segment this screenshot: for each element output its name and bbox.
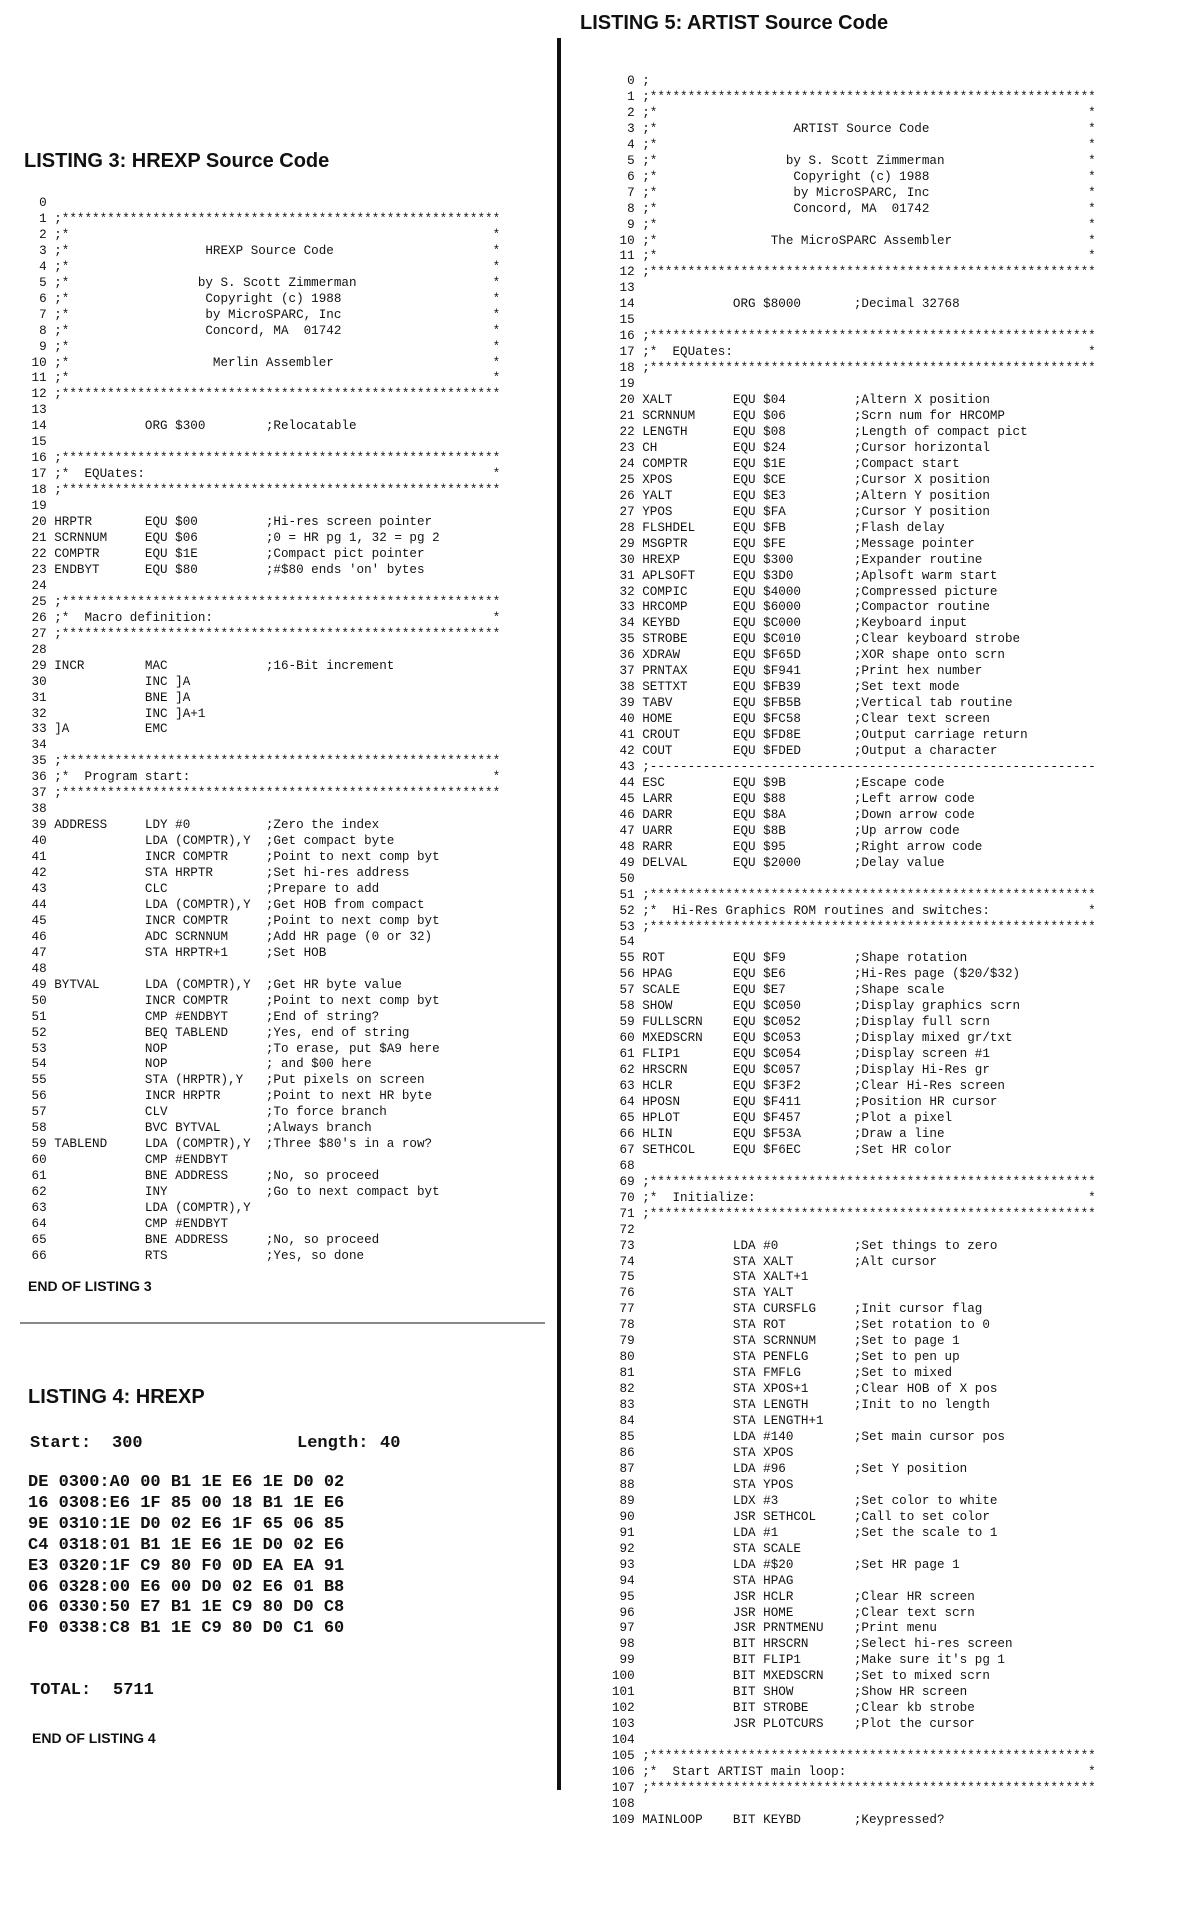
code-line: 30 INC ]A: [24, 674, 191, 689]
code-line: 26 ;* Macro definition: *: [24, 610, 501, 625]
code-line: 21 SCRNNUM EQU $06 ;Scrn num for HRCOMP: [612, 409, 1005, 424]
code-line: 87 LDA #96 ;Set Y position: [612, 1461, 968, 1476]
code-line: 103 JSR PLOTCURS ;Plot the cursor: [612, 1717, 975, 1732]
code-line: 109 MAINLOOP BIT KEYBD ;Keypressed?: [612, 1812, 945, 1827]
code-line: 26 YALT EQU $E3 ;Altern Y position: [612, 488, 990, 503]
code-line: 18 ;**********************************************************: [24, 483, 501, 498]
code-line: 81 STA FMFLG ;Set to mixed: [612, 1366, 953, 1381]
code-line: 11 ;* *: [612, 249, 1096, 264]
code-line: 59 FULLSCRN EQU $C052 ;Display full scrn: [612, 1015, 990, 1030]
code-line: 7 ;* by MicroSPARC, Inc *: [612, 185, 1096, 200]
code-line: 102 BIT STROBE ;Clear kb strobe: [612, 1701, 975, 1716]
code-line: 78 STA ROT ;Set rotation to 0: [612, 1318, 990, 1333]
code-line: 107 ;***********************************************************: [612, 1780, 1096, 1795]
listing4-length-label: Length:: [297, 1434, 369, 1453]
code-line: 96 JSR HOME ;Clear text scrn: [612, 1605, 975, 1620]
code-line: 39 TABV EQU $FB5B ;Vertical tab routine: [612, 696, 1013, 711]
code-line: 97 JSR PRNTMENU ;Print menu: [612, 1621, 937, 1636]
listing3-code: [24, 196, 500, 1265]
code-line: 88 STA YPOS: [612, 1477, 794, 1492]
column-divider: [557, 38, 561, 1790]
code-line: 59 TABLEND LDA (COMPTR),Y ;Three $80's in a row?: [24, 1137, 433, 1152]
code-line: 73 LDA #0 ;Set things to zero: [612, 1238, 998, 1253]
code-line: 39 ADDRESS LDY #0 ;Zero the index: [24, 818, 380, 833]
listing4-start-label: Start:: [30, 1434, 92, 1453]
code-line: 24: [24, 578, 47, 593]
code-line: 19: [24, 499, 47, 514]
code-line: 32 INC ]A+1: [24, 706, 206, 721]
code-line: 61 BNE ADDRESS ;No, so proceed: [24, 1169, 380, 1184]
code-line: 49 BYTVAL LDA (COMPTR),Y ;Get HR byte value: [24, 977, 402, 992]
code-line: 27 ;**********************************************************: [24, 626, 501, 641]
code-line: 17 ;* EQUates: *: [612, 345, 1096, 360]
hex-row: C4 0318:01 B1 1E E6 1E D0 02 E6: [28, 1535, 345, 1555]
code-line: 32 COMPIC EQU $4000 ;Compressed picture: [612, 584, 998, 599]
code-line: 1 ;***********************************************************: [612, 89, 1096, 104]
code-line: 66 HLIN EQU $F53A ;Draw a line: [612, 1126, 945, 1141]
hex-row: 16 0308:E6 1F 85 00 18 B1 1E E6: [28, 1493, 345, 1513]
code-line: 28 FLSHDEL EQU $FB ;Flash delay: [612, 520, 945, 535]
code-line: 47 UARR EQU $8B ;Up arrow code: [612, 823, 960, 838]
code-line: 52 BEQ TABLEND ;Yes, end of string: [24, 1025, 410, 1040]
code-line: 43 CLC ;Prepare to add: [24, 881, 380, 896]
code-line: 18 ;***********************************************************: [612, 361, 1096, 376]
code-line: 49 DELVAL EQU $2000 ;Delay value: [612, 855, 945, 870]
code-line: 7 ;* by MicroSPARC, Inc *: [24, 307, 501, 322]
listing4-hex-dump: [28, 1473, 344, 1640]
code-line: 65 BNE ADDRESS ;No, so proceed: [24, 1232, 380, 1247]
code-line: 79 STA SCRNNUM ;Set to page 1: [612, 1334, 960, 1349]
listing5-code: [612, 74, 1096, 1829]
code-line: 75 STA XALT+1: [612, 1270, 809, 1285]
code-line: 20 XALT EQU $04 ;Altern X position: [612, 393, 990, 408]
code-line: 48 RARR EQU $95 ;Right arrow code: [612, 839, 983, 854]
code-line: 9 ;* *: [612, 217, 1096, 232]
code-line: 8 ;* Concord, MA 01742 *: [24, 323, 501, 338]
code-line: 50: [612, 871, 635, 886]
code-line: 29 MSGPTR EQU $FE ;Message pointer: [612, 536, 975, 551]
code-line: 47 STA HRPTR+1 ;Set HOB: [24, 945, 327, 960]
code-line: 72: [612, 1222, 635, 1237]
code-line: 40 LDA (COMPTR),Y ;Get compact byte: [24, 834, 395, 849]
code-line: 27 YPOS EQU $FA ;Cursor Y position: [612, 504, 990, 519]
code-line: 66 RTS ;Yes, so done: [24, 1248, 365, 1263]
code-line: 98 BIT HRSCRN ;Select hi-res screen: [612, 1637, 1013, 1652]
code-line: 2 ;* *: [612, 105, 1096, 120]
code-line: 17 ;* EQUates: *: [24, 467, 501, 482]
code-line: 37 PRNTAX EQU $F941 ;Print hex number: [612, 664, 983, 679]
code-line: 64 HPOSN EQU $F411 ;Position HR cursor: [612, 1095, 998, 1109]
code-line: 10 ;* The MicroSPARC Assembler *: [612, 233, 1096, 248]
listing4-total-value: 5711: [113, 1681, 154, 1700]
code-line: 22 COMPTR EQU $1E ;Compact pict pointer: [24, 546, 425, 561]
code-line: 45 INCR COMPTR ;Point to next comp byt: [24, 913, 440, 928]
code-line: 43 ;-----------------------------------------------------------: [612, 759, 1096, 774]
code-line: 3 ;* ARTIST Source Code *: [612, 121, 1096, 136]
code-line: 69 ;***********************************************************: [612, 1174, 1096, 1189]
code-line: 53 ;***********************************************************: [612, 919, 1096, 934]
code-line: 13: [24, 403, 47, 418]
code-line: 51 CMP #ENDBYT ;End of string?: [24, 1009, 380, 1024]
listing3-end-label: END OF LISTING 3: [28, 1278, 152, 1294]
code-line: 60 CMP #ENDBYT: [24, 1153, 229, 1168]
listing4-start-value: 300: [112, 1434, 143, 1453]
code-line: 105 ;***********************************************************: [612, 1749, 1096, 1764]
code-line: 93 LDA #$20 ;Set HR page 1: [612, 1557, 960, 1572]
code-line: 51 ;***********************************************************: [612, 887, 1096, 902]
code-line: 99 BIT FLIP1 ;Make sure it's pg 1: [612, 1653, 1005, 1668]
listing4-total-label: TOTAL:: [30, 1681, 92, 1700]
code-line: 38: [24, 802, 47, 817]
code-line: 15: [612, 313, 635, 328]
code-line: 13: [612, 281, 635, 296]
code-line: 33 ]A EMC: [24, 722, 168, 737]
code-line: 89 LDX #3 ;Set color to white: [612, 1493, 998, 1508]
code-line: 9 ;* *: [24, 339, 501, 354]
code-line: 31 APLSOFT EQU $3D0 ;Aplsoft warm start: [612, 568, 998, 583]
code-line: 3 ;* HREXP Source Code *: [24, 243, 501, 258]
code-line: 44 ESC EQU $9B ;Escape code: [612, 775, 945, 790]
code-line: 42 COUT EQU $FDED ;Output a character: [612, 744, 998, 759]
code-line: 46 DARR EQU $8A ;Down arrow code: [612, 807, 975, 822]
code-line: 11 ;* *: [24, 371, 501, 386]
code-line: 31 BNE ]A: [24, 690, 191, 705]
left-blank-area: [0, 0, 555, 130]
code-line: 16 ;**********************************************************: [24, 451, 501, 466]
hex-row: 06 0328:00 E6 00 D0 02 E6 01 B8: [28, 1577, 345, 1597]
code-line: 63 LDA (COMPTR),Y: [24, 1201, 251, 1216]
code-line: 54 NOP ; and $00 here: [24, 1057, 372, 1072]
code-line: 56 HPAG EQU $E6 ;Hi-Res page ($20/$32): [612, 967, 1021, 982]
code-line: 41 INCR COMPTR ;Point to next comp byt: [24, 850, 440, 865]
code-line: 4 ;* *: [24, 259, 501, 274]
hex-row: DE 0300:A0 00 B1 1E E6 1E D0 02: [28, 1473, 345, 1492]
code-line: 53 NOP ;To erase, put $A9 here: [24, 1041, 440, 1056]
code-line: 71 ;***********************************************************: [612, 1206, 1096, 1221]
code-line: 29 INCR MAC ;16-Bit increment: [24, 658, 395, 673]
code-line: 10 ;* Merlin Assembler *: [24, 355, 501, 370]
code-line: 42 STA HRPTR ;Set hi-res address: [24, 866, 410, 881]
hex-row: E3 0320:1F C9 80 F0 0D EA EA 91: [28, 1556, 345, 1576]
code-line: 21 SCRNNUM EQU $06 ;0 = HR pg 1, 32 = pg 2: [24, 531, 440, 546]
code-line: 36 ;* Program start: *: [24, 770, 501, 785]
code-line: 80 STA PENFLG ;Set to pen up: [612, 1350, 960, 1365]
code-line: 25 ;**********************************************************: [24, 594, 501, 609]
code-line: 82 STA XPOS+1 ;Clear HOB of X pos: [612, 1382, 998, 1397]
listing4-end-label: END OF LISTING 4: [32, 1730, 156, 1746]
hex-row: F0 0338:C8 B1 1E C9 80 D0 C1 60: [28, 1619, 345, 1639]
code-line: 54: [612, 935, 635, 950]
code-line: 35 STROBE EQU $C010 ;Clear keyboard strobe: [612, 632, 1021, 647]
code-line: 57 CLV ;To force branch: [24, 1105, 387, 1120]
code-line: 57 SCALE EQU $E7 ;Shape scale: [612, 983, 945, 998]
code-line: 56 INCR HRPTR ;Point to next HR byte: [24, 1089, 433, 1104]
code-line: 67 SETHCOL EQU $F6EC ;Set HR color: [612, 1142, 953, 1157]
code-line: 45 LARR EQU $88 ;Left arrow code: [612, 791, 975, 806]
code-line: 2 ;* *: [24, 227, 501, 242]
code-line: 76 STA YALT: [612, 1286, 794, 1301]
code-line: 48: [24, 961, 47, 976]
code-line: 64 CMP #ENDBYT: [24, 1217, 229, 1231]
code-line: 34: [24, 738, 47, 753]
code-line: 94 STA HPAG: [612, 1573, 794, 1588]
code-line: 70 ;* Initialize: *: [612, 1190, 1096, 1205]
code-line: 86 STA XPOS: [612, 1445, 794, 1460]
code-line: 90 JSR SETHCOL ;Call to set color: [612, 1509, 990, 1524]
code-line: 0: [24, 196, 47, 210]
code-line: 85 LDA #140 ;Set main cursor pos: [612, 1430, 1005, 1445]
code-line: 1 ;**********************************************************: [24, 211, 501, 226]
code-line: 12 ;**********************************************************: [24, 387, 501, 402]
code-line: 50 INCR COMPTR ;Point to next comp byt: [24, 993, 440, 1008]
code-line: 40 HOME EQU $FC58 ;Clear text screen: [612, 712, 990, 727]
code-line: 23 CH EQU $24 ;Cursor horizontal: [612, 440, 990, 455]
code-line: 23 ENDBYT EQU $80 ;#$80 ends 'on' bytes: [24, 562, 425, 577]
code-line: 22 LENGTH EQU $08 ;Length of compact pict: [612, 424, 1028, 439]
code-line: 108: [612, 1796, 635, 1811]
code-line: 62 INY ;Go to next compact byt: [24, 1185, 440, 1200]
code-line: 33 HRCOMP EQU $6000 ;Compactor routine: [612, 600, 990, 615]
code-line: 44 LDA (COMPTR),Y ;Get HOB from compact: [24, 897, 425, 912]
code-line: 58 BVC BYTVAL ;Always branch: [24, 1121, 372, 1136]
code-line: 106 ;* Start ARTIST main loop: *: [612, 1765, 1096, 1780]
code-line: 14 ORG $300 ;Relocatable: [24, 419, 357, 434]
code-line: 16 ;***********************************************************: [612, 329, 1096, 344]
code-line: 52 ;* Hi-Res Graphics ROM routines and switches: *: [612, 903, 1096, 918]
listing3-title: LISTING 3: HREXP Source Code: [24, 150, 330, 172]
code-line: 5 ;* by S. Scott Zimmerman *: [24, 275, 501, 290]
code-line: 104: [612, 1733, 635, 1748]
code-line: 0 ;: [612, 74, 650, 88]
code-line: 35 ;**********************************************************: [24, 754, 501, 769]
code-line: 60 MXEDSCRN EQU $C053 ;Display mixed gr/txt: [612, 1031, 1013, 1046]
hex-row: 9E 0310:1E D0 02 E6 1F 65 06 85: [28, 1514, 345, 1534]
code-line: 8 ;* Concord, MA 01742 *: [612, 201, 1096, 216]
code-line: 101 BIT SHOW ;Show HR screen: [612, 1685, 968, 1700]
code-line: 25 XPOS EQU $CE ;Cursor X position: [612, 472, 990, 487]
code-line: 62 HRSCRN EQU $C057 ;Display Hi-Res gr: [612, 1063, 990, 1078]
code-line: 91 LDA #1 ;Set the scale to 1: [612, 1525, 998, 1540]
code-line: 100 BIT MXEDSCRN ;Set to mixed scrn: [612, 1669, 990, 1684]
code-line: 5 ;* by S. Scott Zimmerman *: [612, 153, 1096, 168]
code-line: 36 XDRAW EQU $F65D ;XOR shape onto scrn: [612, 648, 1005, 663]
code-line: 83 STA LENGTH ;Init to no length: [612, 1398, 990, 1413]
code-line: 38 SETTXT EQU $FB39 ;Set text mode: [612, 680, 960, 695]
code-line: 4 ;* *: [612, 137, 1096, 152]
code-line: 68: [612, 1158, 635, 1173]
code-line: 20 HRPTR EQU $00 ;Hi-res screen pointer: [24, 515, 433, 530]
code-line: 41 CROUT EQU $FD8E ;Output carriage return: [612, 728, 1028, 743]
code-line: 63 HCLR EQU $F3F2 ;Clear Hi-Res screen: [612, 1079, 1005, 1094]
code-line: 6 ;* Copyright (c) 1988 *: [24, 291, 501, 306]
code-line: 28: [24, 642, 47, 657]
code-line: 92 STA SCALE: [612, 1541, 801, 1556]
listing4-length-value: 40: [380, 1434, 401, 1453]
code-line: 37 ;**********************************************************: [24, 786, 501, 801]
code-line: 74 STA XALT ;Alt cursor: [612, 1254, 937, 1269]
hex-row: 06 0330:50 E7 B1 1E C9 80 D0 C8: [28, 1598, 345, 1618]
code-line: 24 COMPTR EQU $1E ;Compact start: [612, 456, 960, 471]
code-line: 84 STA LENGTH+1: [612, 1414, 824, 1429]
section-divider: [20, 1322, 545, 1324]
code-line: 55 STA (HRPTR),Y ;Put pixels on screen: [24, 1073, 425, 1088]
code-line: 65 HPLOT EQU $F457 ;Plot a pixel: [612, 1110, 953, 1125]
listing4-title: LISTING 4: HREXP: [28, 1386, 205, 1408]
code-line: 19: [612, 377, 635, 392]
code-line: 61 FLIP1 EQU $C054 ;Display screen #1: [612, 1047, 990, 1062]
code-line: 95 JSR HCLR ;Clear HR screen: [612, 1589, 975, 1604]
code-line: 12 ;***********************************************************: [612, 265, 1096, 280]
code-line: 15: [24, 435, 47, 450]
code-line: 6 ;* Copyright (c) 1988 *: [612, 169, 1096, 184]
code-line: 34 KEYBD EQU $C000 ;Keyboard input: [612, 616, 968, 631]
code-line: 58 SHOW EQU $C050 ;Display graphics scrn: [612, 999, 1021, 1014]
listing5-title: LISTING 5: ARTIST Source Code: [580, 12, 889, 34]
code-line: 30 HREXP EQU $300 ;Expander routine: [612, 552, 983, 567]
code-line: 77 STA CURSFLG ;Init cursor flag: [612, 1302, 983, 1317]
code-line: 46 ADC SCRNNUM ;Add HR page (0 or 32): [24, 929, 433, 944]
code-line: 14 ORG $8000 ;Decimal 32768: [612, 297, 960, 312]
code-line: 55 ROT EQU $F9 ;Shape rotation: [612, 951, 968, 966]
